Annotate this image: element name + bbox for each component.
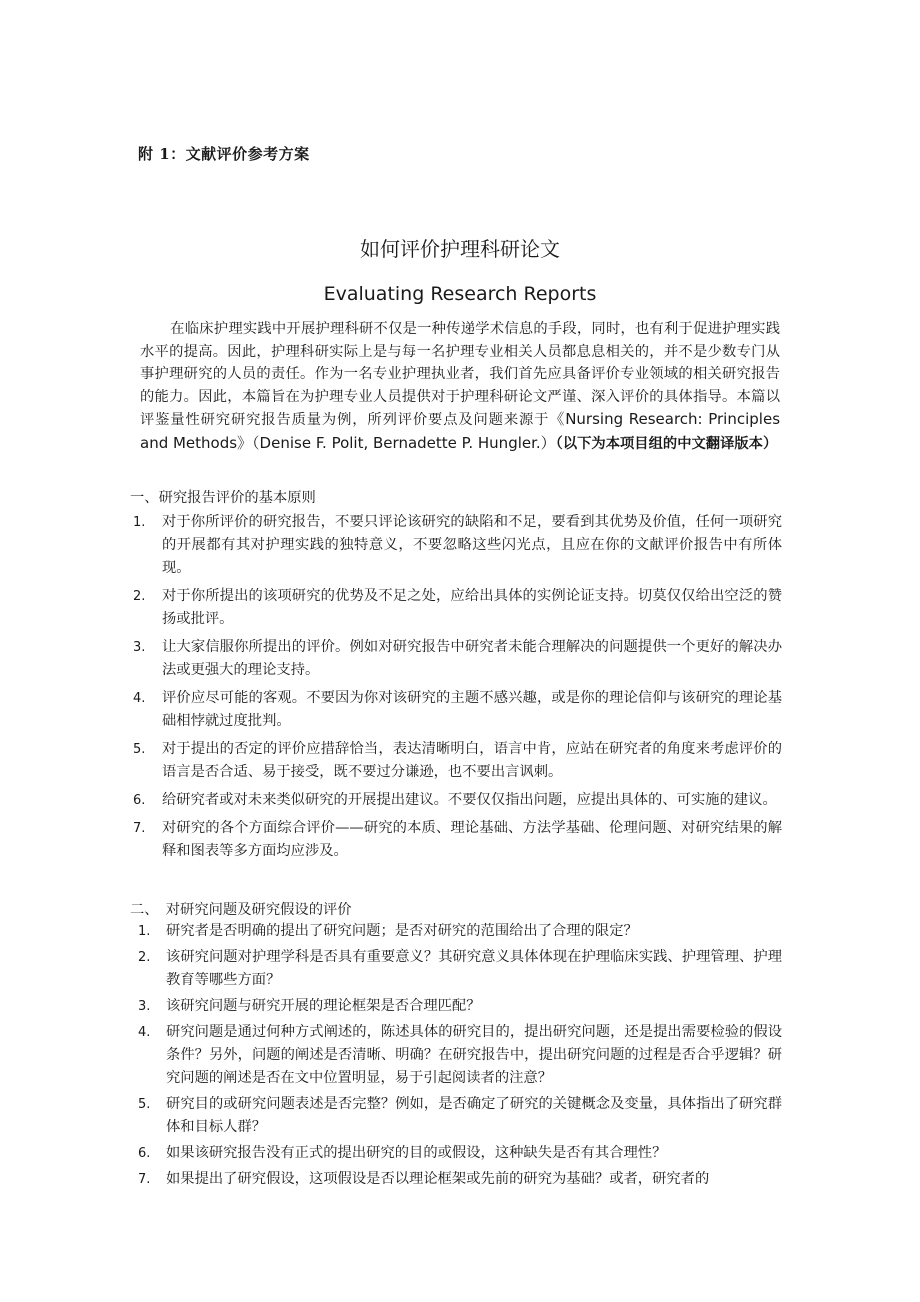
list-item: [130, 1168, 782, 1191]
item-text: 对于提出的否定的评价应措辞恰当，表达清晰明白，语言中肯，应站在研究者的角度来考虑评价的语言是否合适、易于接受，既不要过分谦逊，也不要出言讽刺。: [162, 741, 782, 780]
item-number: 1.: [133, 515, 146, 530]
item-number: 4.: [138, 1025, 151, 1040]
list-item: [130, 1021, 782, 1090]
item-number: 3.: [133, 640, 146, 655]
item-number: 1.: [138, 924, 151, 939]
section1-list: [130, 511, 782, 868]
item-text: 该研究问题与研究开展的理论框架是否合理匹配？: [166, 998, 481, 1014]
title-chinese: 如何评价护理科研论文: [360, 237, 560, 261]
list-item: [130, 511, 782, 580]
section2-list: [130, 920, 782, 1194]
item-number: 6.: [138, 1146, 151, 1161]
item-text: 给研究者或对未来类似研究的开展提出建议。不要仅仅指出问题，应提出具体的、可实施的建议。: [162, 792, 777, 808]
item-text: 让大家信服你所提出的评价。例如对研究报告中研究者未能合理解决的问题提供一个更好的解决办法或更强大的理论支持。: [162, 639, 782, 678]
appendix-label: 附 1：文献评价参考方案: [138, 145, 310, 163]
item-number: 5.: [138, 1097, 151, 1112]
list-item: [130, 687, 782, 733]
list-item: [130, 789, 782, 812]
item-text: 如果提出了研究假设，这项假设是否以理论框架或先前的研究为基础？或者，研究者的: [166, 1171, 710, 1187]
intro-paragraph: [140, 318, 780, 455]
item-text: 评价应尽可能的客观。不要因为你对该研究的主题不感兴趣，或是你的理论信仰与该研究的理论基础相悖就过度批判。: [162, 690, 782, 729]
translation-note: （以下为本项目组的中文翻译版本）: [555, 435, 778, 452]
title-english: Evaluating Research Reports: [323, 283, 597, 305]
section1-heading: 一、研究报告评价的基本原则: [130, 490, 316, 506]
list-item: [130, 946, 782, 992]
item-number: 7.: [138, 1172, 151, 1187]
item-number: 2.: [133, 589, 146, 604]
item-number: 3.: [138, 999, 151, 1014]
list-item: [130, 817, 782, 863]
section2-heading: 二、 对研究问题及研究假设的评价: [130, 902, 352, 918]
list-item: [130, 738, 782, 784]
intro-text: 在临床护理实践中开展护理科研不仅是一种传递学术信息的手段，同时，也有利于促进护理实践水平的提高。因此，护理科研实际上是与每一名护理专业相关人员都息息相关的，并不是少数专门从事护理研究的人员的责任。作为一名专业护理执业者，我们首先应具备评价专业领域的相关研究报告的能力。因此，本篇旨在为护理专业人员提供对于护理科研论文严谨、深入评价的具体指导。本篇以评鉴量性研究研究报告质量为例，所列评价要点及问题来源于: [140, 321, 780, 428]
list-item: [130, 1142, 782, 1165]
item-text: 研究问题是通过何种方式阐述的，陈述具体的研究目的，提出研究问题，还是提出需要检验的假设条件？另外，问题的阐述是否清晰、明确？在研究报告中，提出研究问题的过程是否合乎逻辑？研究问题的阐述是否在文中位置明显，易于引起阅读者的注意？: [166, 1024, 782, 1086]
item-text: 该研究问题对护理学科是否具有重要意义？其研究意义具体体现在护理临床实践、护理管理、护理教育等哪些方面？: [166, 949, 782, 988]
item-text: 对于你所评价的研究报告，不要只评论该研究的缺陷和不足，要看到其优势及价值，任何一项研究的开展都有其对护理实践的独特意义，不要忽略这些闪光点，且应在你的文献评价报告中有所体现。: [162, 514, 782, 576]
list-item: [130, 995, 782, 1018]
item-number: 6.: [133, 793, 146, 808]
item-number: 2.: [138, 950, 151, 965]
list-item: [130, 1093, 782, 1139]
item-text: 对于你所提出的该项研究的优势及不足之处，应给出具体的实例论证支持。切莫仅仅给出空泛的赞扬或批评。: [162, 588, 782, 627]
item-number: 5.: [133, 742, 146, 757]
item-text: 对研究的各个方面综合评价——研究的本质、理论基础、方法学基础、伦理问题、对研究结果的解释和图表等多方面均应涉及。: [162, 820, 782, 859]
book-reference: 《Nursing Research: Principles and Methods》（Denise F. Polit, Bernadette P. Hungler.）: [140, 410, 781, 452]
item-text: 研究者是否明确的提出了研究问题；是否对研究的范围给出了合理的限定？: [166, 923, 638, 939]
list-item: [130, 920, 782, 943]
item-number: 7.: [133, 821, 146, 836]
list-item: [130, 585, 782, 631]
item-text: 研究目的或研究问题表述是否完整？例如，是否确定了研究的关键概念及变量，具体指出了研究群体和目标人群？: [166, 1096, 782, 1135]
item-number: 4.: [133, 691, 146, 706]
item-text: 如果该研究报告没有正式的提出研究的目的或假设，这种缺失是否有其合理性？: [166, 1145, 667, 1161]
list-item: [130, 636, 782, 682]
